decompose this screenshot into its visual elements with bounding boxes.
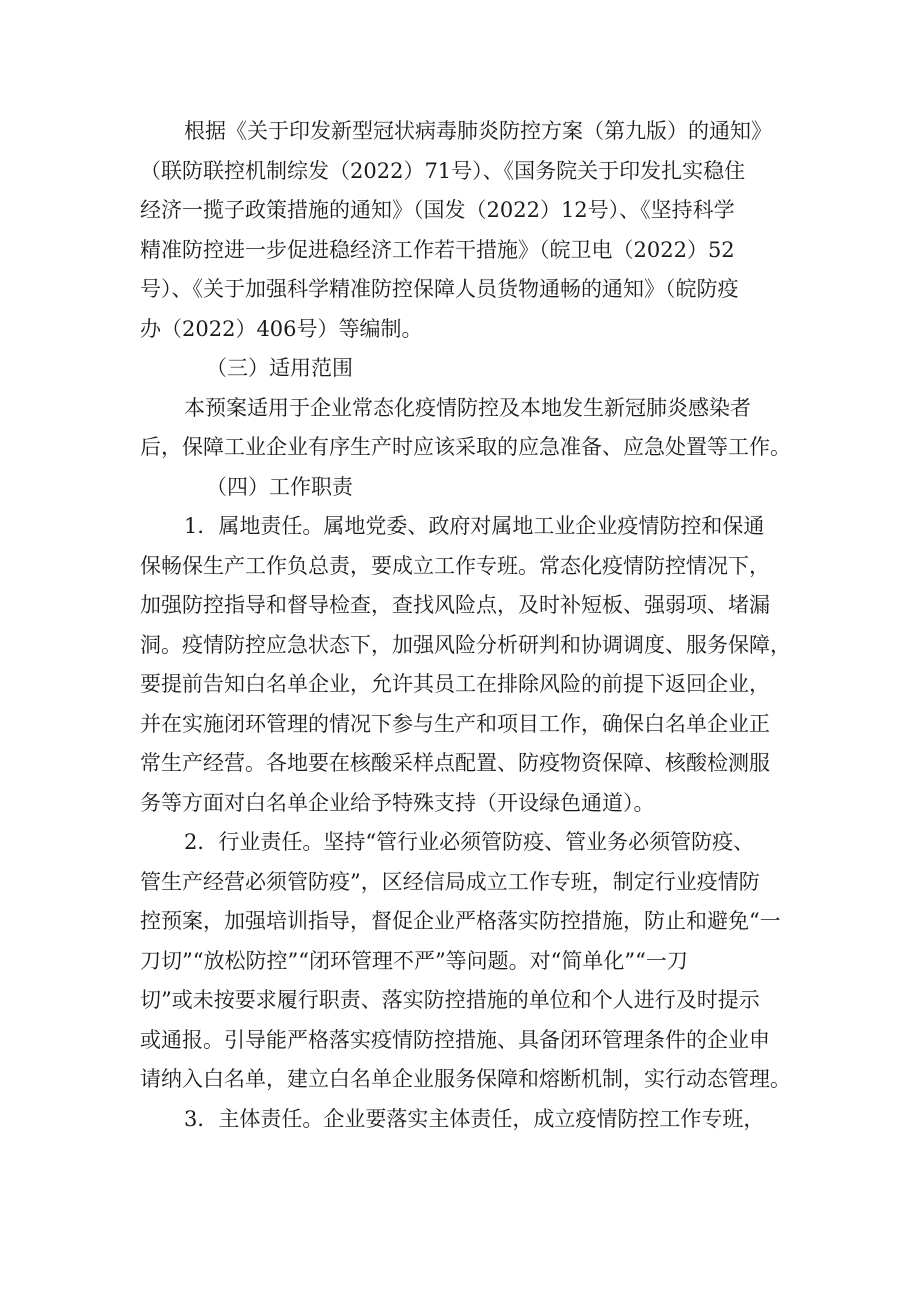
- paragraph-scope: [140, 389, 791, 468]
- paragraph-duty-industry: [140, 823, 791, 1100]
- text-line: 根据《关于印发新型冠状病毒肺炎防控方案（第九版）的通知》: [184, 119, 772, 143]
- text-line: 号）、《关于加强科学精准防控保障人员货物通畅的通知》（皖防疫: [140, 277, 739, 301]
- text-line: 洞。疫情防控应急状态下，加强风险分析研判和协调调度、服务保障，: [140, 632, 791, 657]
- text-line: 切”或未按要求履行职责、落实防控措施的单位和个人进行及时提示: [140, 988, 760, 1012]
- text-line: 或通报。引导能严格落实疫情防控措施、具备闭环管理条件的企业申: [140, 1027, 770, 1052]
- text-line: 后，保障工业企业有序生产时应该采取的应急准备、应急处置等工作。: [140, 435, 791, 459]
- text-line: 请纳入白名单，建立白名单企业服务保障和熔断机制，实行动态管理。: [140, 1067, 791, 1091]
- text-line: 经济一揽子政策措施的通知》（国发（2022）12号）、《坚持科学: [140, 198, 735, 222]
- text-line: 2．行业责任。坚持“管行业必须管防疫、管业务必须管防疫、: [184, 830, 755, 854]
- text-line: 加强防控指导和督导检查，查找风险点，及时补短板、强弱项、堵漏: [140, 593, 770, 617]
- text-line: 1．属地责任。属地党委、政府对属地工业企业疫情防控和保通: [184, 514, 765, 538]
- text-line: 管生产经营必须管防疫”，区经信局成立工作专班，制定行业疫情防: [140, 869, 760, 894]
- text-line: 常生产经营。各地要在核酸采样点配置、防疫物资保障、核酸检测服: [140, 751, 770, 775]
- text-line: （联防联控机制综发（2022）71号）、《国务院关于印发扎实稳住: [140, 158, 746, 183]
- text-line: 务等方面对白名单企业给予特殊支持（开设绿色通道）。: [140, 790, 655, 815]
- paragraph-duty-enterprise: [140, 1100, 785, 1140]
- text-line: 3．主体责任。企业要落实主体责任，成立疫情防控工作专班，: [184, 1106, 765, 1131]
- section-heading-duties: （四）工作职责: [206, 474, 353, 499]
- text-line: 本预案适用于企业常态化疫情防控及本地发生新冠肺炎感染者: [184, 395, 751, 420]
- text-line: 要提前告知白名单企业，允许其员工在排除风险的前提下返回企业，: [140, 672, 770, 696]
- text-line: 保畅保生产工作负总责，要成立工作专班。常态化疫情防控情况下，: [140, 553, 770, 578]
- text-line: 并在实施闭环管理的情况下参与生产和项目工作，确保白名单企业正: [140, 711, 770, 736]
- text-line: 办（2022）406号）等编制。: [140, 316, 423, 341]
- paragraph-basis: [140, 112, 785, 349]
- section-heading-scope: （三）适用范围: [206, 356, 353, 380]
- document-page: [140, 112, 791, 1139]
- paragraph-duty-local: [140, 507, 791, 823]
- text-line: 控预案，加强培训指导，督促企业严格落实防控措施，防止和避免“一: [140, 909, 781, 933]
- text-line: 精准防控进一步促进稳经济工作若干措施》（皖卫电（2022）52: [140, 237, 735, 262]
- text-line: 刀切”“放松防控”“闭环管理不严”等问题。对“简单化”“一刀: [140, 948, 688, 973]
